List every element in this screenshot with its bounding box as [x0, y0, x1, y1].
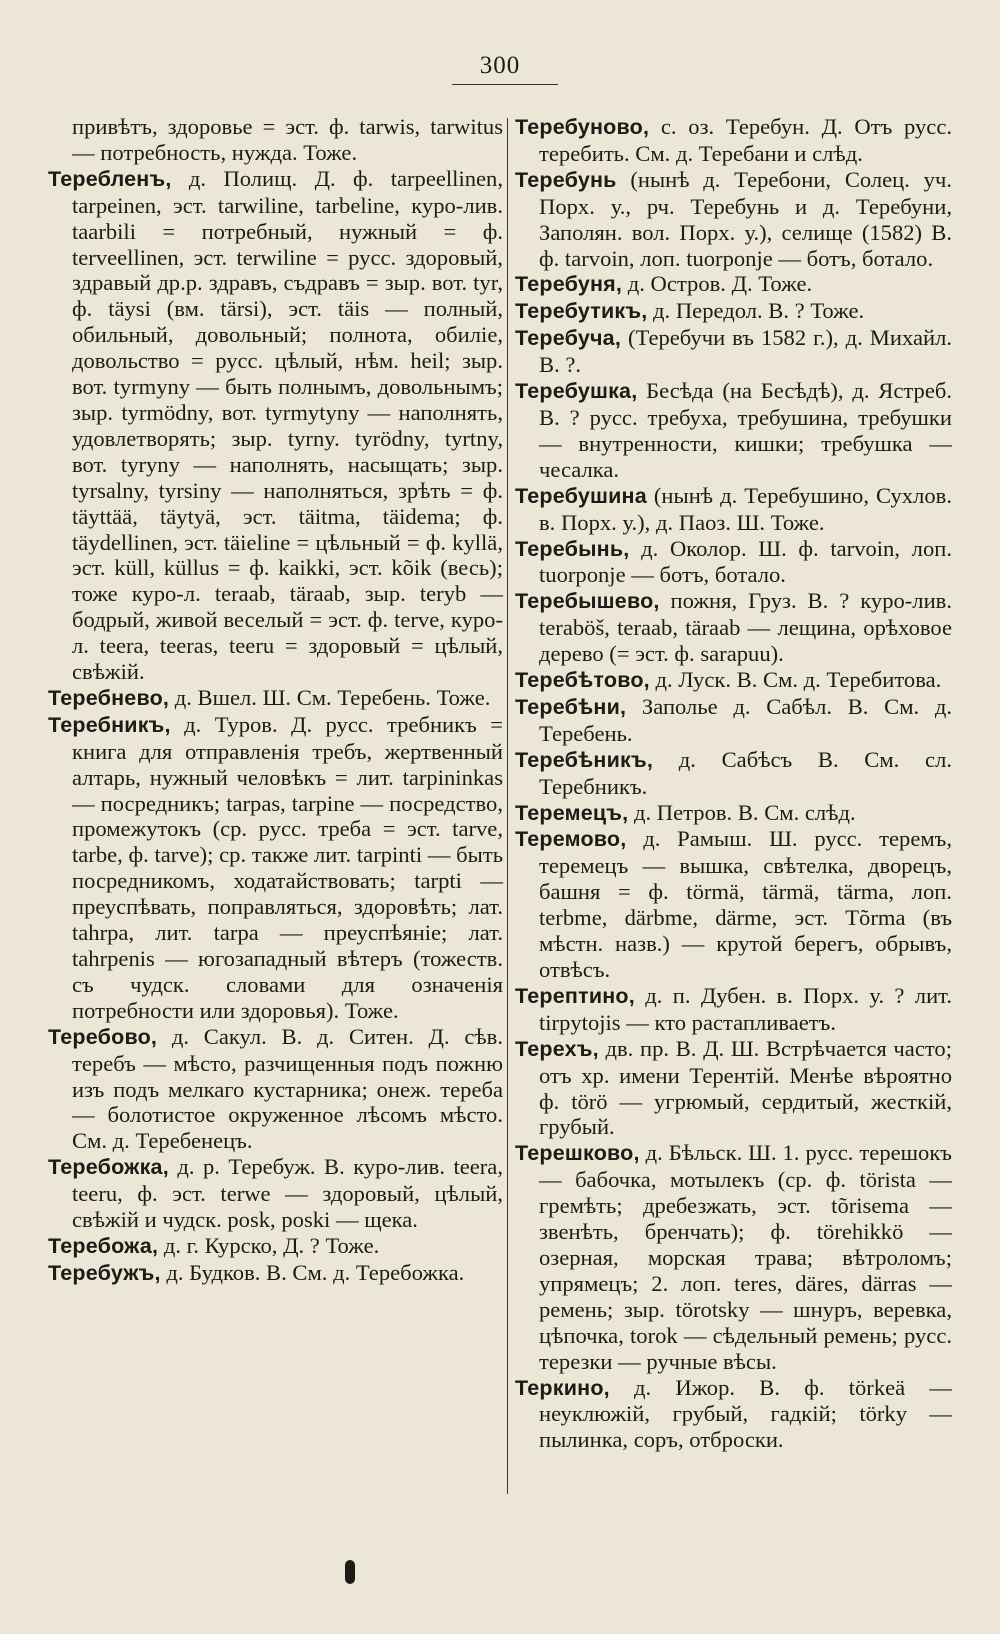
entry-text: д. Петров. В. См. слѣд. [628, 799, 856, 825]
entry-text: д. Передол. В. ? Тоже. [647, 298, 865, 324]
dictionary-entry [515, 1140, 952, 1374]
entry-text: д. Луск. В. См. д. Теребитова. [649, 667, 942, 693]
page-number: 300 [479, 52, 521, 79]
entry-text: с. оз. Теребун. Д. Отъ русс. теребить. См. д. Теребани и слѣд. [539, 114, 952, 166]
entry-text: д. Околор. Ш. ф. tarvoin, лоп. tuorponje — ботъ, ботало. [539, 535, 952, 588]
ink-mark [345, 1560, 355, 1584]
entry-text: (нынѣ д. Теребони, Солец. уч. Порх. у., рч. Теребунь и д. Теребуни, Заполян. вол. Порх. у.), селище (1582) В. ф. tarvoin, лоп. tuorponje — ботъ, ботало. [539, 166, 952, 271]
dictionary-entry [515, 167, 952, 272]
entry-headword: Теремецъ, [515, 800, 629, 825]
entry-text: привѣтъ, здоровье = эст. ф. tarwis, tarwitus — потребность, нужда. Тоже. [72, 114, 503, 165]
entry-headword: Теребушка, [515, 379, 638, 404]
entry-headword: Теребожка, [48, 1155, 169, 1180]
entry-text: д. Будков. В. См. д. Теребожка. [160, 1259, 465, 1285]
entry-headword: Теребуново, [515, 115, 650, 139]
entry-text: пожня, Груз. В. ? куро-лив. teraböš, teraab, täraab — лещина, орѣховое дерево (= эст. ф. sarapuu). [539, 588, 952, 667]
entry-text: д. р. Теребуж. В. куро-лив. teera, teeru, ф. эст. terwe — здоровый, цѣлый, свѣжій и чудск. posk, poski — щека. [72, 1154, 503, 1233]
entry-text: Бесѣда (на Бесѣдѣ), д. Ястреб. В. ? русс. требуха, требушина, требушки — внутренности, кишки; требушка — чесалка. [539, 378, 952, 482]
entry-text: д. Сакул. В. д. Ситен. Д. сѣв. теребъ — мѣсто, разчищенныя подъ пожню изъ подъ мелкаго кустарника; онеж. тереба — болотистое окруженное лѣсомъ мѣсто. См. д. Теребенецъ. [72, 1023, 503, 1154]
entry-text: д. Остров. Д. Тоже. [622, 271, 813, 297]
entry-headword: Теребленъ, [48, 166, 172, 191]
entry-headword: Теребуча, [515, 326, 621, 351]
entry-text: д. Вшел. Ш. См. Теребень. Тоже. [169, 684, 491, 710]
dictionary-entry [48, 1154, 503, 1233]
entry-text: (нынѣ д. Теребушино, Сухлов. в. Порх. у.), д. Паоз. Ш. Тоже. [539, 482, 952, 535]
entry-text: д. Ижор. В. ф. törkeä — неуклюжій, грубый, гадкій; törky — пылинка, соръ, отброски. [539, 1374, 952, 1453]
entry-headword: Теребожа, [48, 1233, 159, 1258]
page-number-rule [452, 84, 558, 85]
entry-headword: Терехъ, [515, 1036, 599, 1061]
entry-headword: Теребѣтово, [515, 668, 650, 693]
entry-text: Заполье д. Сабѣл. В. См. д. Теребень. [539, 693, 952, 746]
entry-headword: Теребынь, [515, 536, 630, 561]
dictionary-entry [515, 983, 952, 1036]
entry-text: д. Рамыш. Ш. русс. теремъ, теремецъ — вышка, свѣтелка, дворецъ, башня = ф. törmä, tärmä, tärma, лоп. terbme, därbme, därme, эст. Tõrma (въ мѣстн. назв.) — крутой берегъ, обрывъ, отвѣсъ. [539, 826, 952, 982]
dictionary-entry [515, 378, 952, 483]
dictionary-entry [515, 747, 952, 800]
entry-headword: Теребутикъ, [515, 299, 648, 324]
dictionary-entry [515, 1375, 952, 1454]
entry-headword: Теребышево, [515, 589, 660, 614]
dictionary-entry [515, 536, 952, 589]
dictionary-entry [48, 1233, 503, 1260]
entry-headword: Теребово, [48, 1024, 158, 1049]
entry-headword: Теребушина [515, 483, 647, 508]
entry-text: д. г. Курско, Д. ? Тоже. [158, 1232, 380, 1258]
entry-text: д. п. Дубен. в. Порх. у. ? лит. tirpytojis — кто растапливаетъ. [539, 982, 952, 1035]
column-divider [507, 118, 508, 1494]
entry-headword: Теребужъ, [48, 1260, 161, 1285]
entry-headword: Терешково, [515, 1141, 640, 1166]
entry-text: дв. пр. В. Д. Ш. Встрѣчается часто; отъ хр. имени Терентій. Менѣе вѣроятно ф. törö — угрюмый, сердитый, жесткій, грубый. [539, 1035, 952, 1140]
dictionary-entry [515, 826, 952, 982]
entry-text: д. Туров. Д. русс. требникъ = книга для отправленія требъ, жертвенный алтарь, нужный человѣкъ = лит. tarpininkas — посредникъ; tarpas, tarpine — посредство, промежутокъ (ср. русс. треба = эст. tarve, tarbe, ф. tarve); ср. также лит. tarpinti — быть посредникомъ, ходатайствовать; tarpti — преуспѣвать, поправляться, здоровѣть; лат. tahrpa, лит. tarpa — преуспѣяніе; лат. tahrpenis — югозападный вѣтеръ (тожеств. съ чудск. словами для означенія потребности или здоровья). Тоже. [72, 711, 503, 1023]
left-column [48, 114, 503, 1287]
entry-headword: Теремово, [515, 827, 627, 852]
entry-headword: Теребѣникъ, [515, 747, 654, 772]
dictionary-entry [515, 667, 952, 694]
dictionary-entry [48, 1260, 503, 1287]
entry-headword: Теребуня, [515, 272, 623, 297]
dictionary-entry [515, 483, 952, 536]
entry-text: д. Полищ. Д. ф. tarpeellinen, tarpeinen, эст. tarwiline, tarbeline, куро-лив. taarbili = потребный, нужный = ф. terveellinen, эст. terwiline = русс. здоровый, здравый др.р. здравъ, съдравъ = зыр. вот. tyr, ф. täysi (вм. tärsi), эст. täis — полный, обильный, довольный; полнота, обиліе, довольство = русс. цѣлый, нѣм. heil; зыр. вот. tyrmyny — быть полнымъ, довольнымъ; зыр. tyrmödny, вот. tyrmytyny — наполнять, удовлетворять; зыр. tyrny. tyrödny, tyrtny, вот. tyryny — наполнять, насыщать; зыр. tyrsalny, tyrsiny — наполняться, зрѣть = ф. täyttää, täytyä, эст. täitma, täidema; ф. täydellinen, эст. täieline = цѣльный = ф. kyllä, эст. küll, küllus = ф. kaikki, эст. kõik (весь); тоже куро-л. teraab, täraab, зыр. teryb — бодрый, живой веселый = эст. ф. terve, куро-л. teera, teeras, teeru = здоровый = цѣлый, свѣжій. [72, 165, 503, 685]
right-column [515, 114, 952, 1453]
dictionary-entry [515, 588, 952, 667]
entry-text: (Теребучи въ 1582 г.), д. Михайл. В. ?. [539, 325, 952, 378]
dictionary-entry [515, 325, 952, 378]
dictionary-entry [515, 1036, 952, 1141]
dictionary-entry [515, 298, 952, 325]
dictionary-entry [515, 271, 952, 298]
dictionary-entry [515, 800, 952, 827]
entry-headword: Теркино, [515, 1375, 610, 1400]
dictionary-entry [48, 114, 503, 166]
dictionary-entry [48, 1024, 503, 1155]
entry-text: д. Бѣльск. Ш. 1. русс. терешокъ — бабочка, мотылекъ (ср. ф. törista — гремѣть; дребезжать, эст. tõrisema — звенѣть, бренчать); ф. törehikkö — озерная, морская трава; вѣтроломъ; упрямецъ; 2. лоп. teres, däres, därras — ремень; зыр. törotsky — шнуръ, веревка, цѣпочка, torok — сѣдельный ремень; русс. терезки — ручные вѣсы. [539, 1140, 952, 1374]
entry-text: д. Сабѣсъ В. См. сл. Теребникъ. [539, 746, 952, 799]
dictionary-entry [515, 114, 952, 167]
dictionary-entry [515, 694, 952, 747]
entry-headword: Теребунь [515, 167, 617, 192]
dictionary-entry [48, 712, 503, 1024]
entry-headword: Терептино, [515, 983, 635, 1008]
dictionary-entry [48, 166, 503, 685]
entry-headword: Теребѣни, [515, 694, 627, 719]
entry-headword: Теребникъ, [48, 712, 171, 737]
dictionary-entry [48, 685, 503, 712]
entry-headword: Теребнево, [48, 685, 170, 710]
